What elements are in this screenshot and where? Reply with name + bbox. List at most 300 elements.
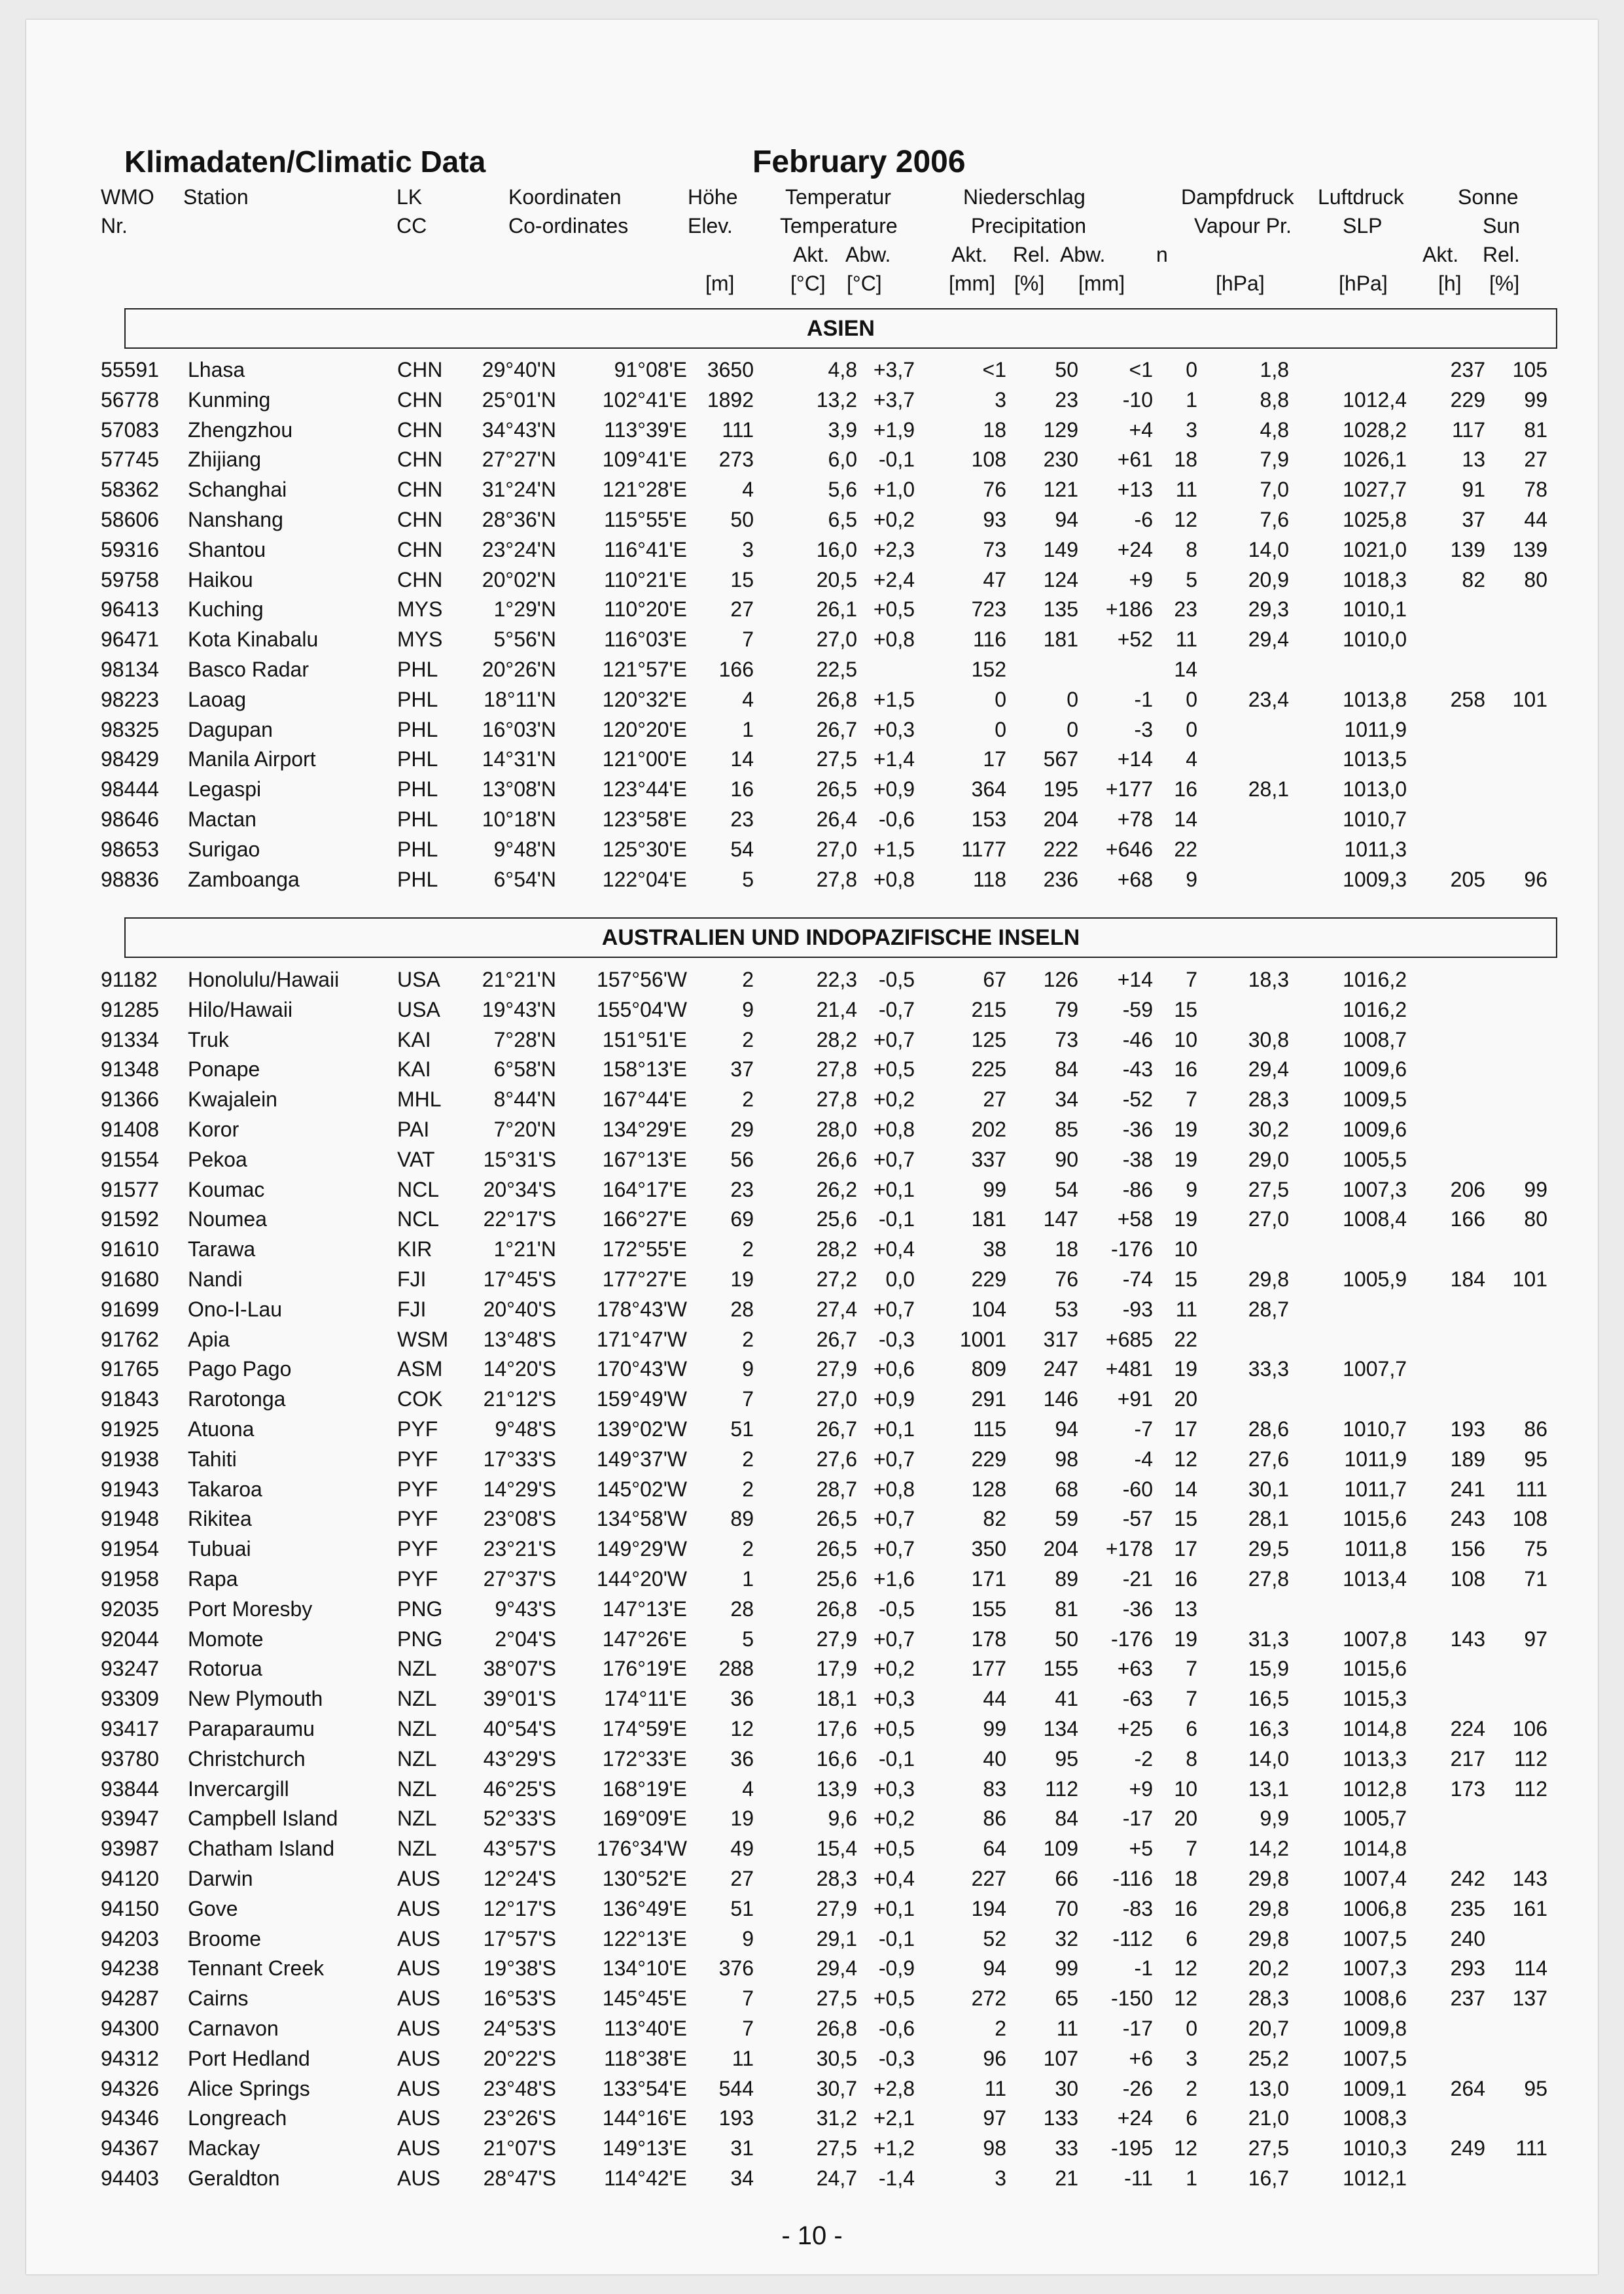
station-name: Haikou [188, 567, 253, 591]
elevation: 2 [742, 1447, 754, 1471]
station-name: Pekoa [188, 1147, 247, 1171]
wmo-number: 94300 [101, 2017, 159, 2040]
longitude: 116°41'E [604, 537, 687, 561]
precip-actual: 215 [971, 997, 1006, 1021]
latitude: 7°20'N [493, 1118, 556, 1141]
hdr-slp: Luftdruck [1318, 185, 1404, 209]
longitude: 116°03'E [604, 627, 687, 652]
longitude: 158°13'E [602, 1057, 687, 1082]
precip-relative: 181 [1043, 627, 1078, 652]
hdr-coord: Koordinaten [508, 185, 622, 209]
precip-days: 13 [1174, 1597, 1197, 1621]
slp: 1018,3 [1343, 567, 1407, 591]
longitude: 178°43'W [596, 1297, 687, 1321]
country-code: CHN [397, 478, 443, 502]
precip-days: 6 [1186, 1926, 1197, 1950]
latitude: 5°56'N [493, 627, 556, 652]
station-name: Cairns [188, 1986, 249, 2011]
latitude: 28°47'S [483, 2166, 556, 2190]
precip-relative: 99 [1055, 1956, 1078, 1981]
precip-days: 0 [1186, 687, 1197, 711]
station-name: Truk [188, 1027, 229, 1051]
latitude: 22°17'S [483, 1207, 556, 1231]
unit-s-akt: [h] [1438, 272, 1462, 295]
table-row [26, 1837, 1598, 1866]
table-row [26, 1357, 1598, 1386]
temp-actual: 27,5 [816, 747, 857, 771]
elevation: 89 [730, 1507, 754, 1531]
precip-relative: 0 [1067, 717, 1078, 741]
temp-deviation: +2,4 [873, 567, 915, 591]
sun-actual: 293 [1450, 1956, 1485, 1981]
hdr-elevation: Elev. [688, 214, 733, 238]
vapour-pressure: 29,8 [1248, 1867, 1289, 1890]
longitude: 177°27'E [602, 1267, 687, 1291]
temp-actual: 9,6 [828, 1807, 857, 1831]
temp-deviation: -1,4 [878, 2166, 915, 2190]
country-code: AUS [397, 2046, 440, 2070]
hdr-s-rel: Rel. [1483, 243, 1520, 266]
latitude: 28°36'N [482, 508, 556, 531]
sun-relative: 112 [1513, 1746, 1547, 1771]
temp-actual: 6,0 [828, 448, 857, 472]
precip-days: 19 [1174, 1627, 1197, 1651]
station-name: Hilo/Hawaii [188, 997, 293, 1021]
vapour-pressure: 30,1 [1248, 1477, 1289, 1501]
precip-actual: 171 [971, 1567, 1006, 1591]
slp: 1013,3 [1343, 1746, 1407, 1771]
longitude: 157°56'W [596, 968, 687, 991]
precip-relative: 84 [1055, 1807, 1078, 1831]
temp-deviation: +0,2 [873, 1807, 915, 1831]
longitude: 167°44'E [602, 1087, 687, 1112]
table-row [26, 1118, 1598, 1147]
sun-relative: 44 [1524, 508, 1547, 531]
country-code: CHN [397, 358, 443, 381]
latitude: 27°27'N [482, 448, 556, 472]
country-code: CHN [397, 567, 443, 591]
table-row [26, 508, 1598, 537]
precip-relative: 53 [1055, 1297, 1078, 1321]
elevation: 23 [730, 1177, 754, 1201]
precip-days: 0 [1186, 358, 1197, 381]
precip-days: 3 [1186, 417, 1197, 442]
precip-relative: 79 [1055, 997, 1078, 1021]
temp-deviation: +0,3 [873, 717, 915, 741]
elevation: 5 [742, 867, 754, 891]
precip-actual: 11 [984, 2076, 1006, 2100]
hdr-wmo: WMO [101, 185, 154, 209]
section-header: AUSTRALIEN UND INDOPAZIFISCHE INSELN [124, 917, 1557, 958]
precip-relative: 0 [1067, 687, 1078, 711]
vapour-pressure: 29,5 [1248, 1537, 1289, 1561]
precip-relative: 222 [1043, 837, 1078, 861]
latitude: 14°31'N [482, 747, 556, 771]
precip-relative: 317 [1043, 1327, 1078, 1351]
sun-actual: 240 [1450, 1926, 1485, 1950]
longitude: 174°59'E [602, 1717, 687, 1740]
table-row [26, 688, 1598, 717]
latitude: 20°22'S [483, 2046, 556, 2070]
precip-actual: 104 [971, 1297, 1006, 1321]
station-name: Zhengzhou [188, 417, 293, 442]
precip-deviation: -52 [1122, 1087, 1153, 1112]
elevation: 31 [730, 2136, 754, 2161]
sun-relative: 95 [1524, 1447, 1547, 1471]
sun-actual: 264 [1450, 2076, 1485, 2100]
latitude: 23°26'S [483, 2106, 556, 2130]
elevation: 19 [730, 1807, 754, 1831]
precip-relative: 32 [1055, 1926, 1078, 1950]
precip-deviation: -63 [1122, 1687, 1153, 1711]
precip-days: 16 [1174, 1567, 1197, 1591]
table-row [26, 1807, 1598, 1836]
precip-relative: 94 [1055, 508, 1078, 531]
station-name: Takaroa [188, 1477, 262, 1501]
wmo-number: 94203 [101, 1926, 159, 1950]
longitude: 110°21'E [604, 567, 687, 591]
wmo-number: 94312 [101, 2046, 159, 2070]
precip-relative: 135 [1043, 597, 1078, 622]
temp-deviation: +0,4 [873, 1867, 915, 1890]
temp-deviation: +1,5 [873, 687, 915, 711]
station-name: Apia [188, 1327, 230, 1351]
country-code: NZL [397, 1837, 437, 1861]
temp-deviation: +0,5 [873, 1837, 915, 1861]
vapour-pressure: 30,2 [1248, 1118, 1289, 1141]
hdr-elev: Höhe [688, 185, 738, 209]
header-line-3 [26, 243, 1598, 269]
longitude: 166°27'E [602, 1207, 687, 1231]
elevation: 4 [742, 478, 754, 502]
precip-deviation: +4 [1129, 417, 1153, 442]
latitude: 13°48'S [483, 1327, 556, 1351]
wmo-number: 91943 [101, 1477, 159, 1501]
slp: 1008,4 [1343, 1207, 1407, 1231]
table-row [26, 1747, 1598, 1776]
temp-actual: 27,9 [816, 1627, 857, 1651]
wmo-number: 59758 [101, 567, 159, 591]
sun-relative: 108 [1512, 1507, 1547, 1531]
slp: 1009,3 [1343, 867, 1407, 891]
latitude: 24°53'S [483, 2017, 556, 2040]
station-name: Lhasa [188, 358, 245, 381]
country-code: NZL [397, 1717, 437, 1740]
station-name: Zhijiang [188, 448, 262, 472]
station-name: Chatham Island [188, 1837, 335, 1861]
latitude: 14°29'S [483, 1477, 556, 1501]
precip-relative: 195 [1043, 777, 1078, 802]
precip-days: 12 [1174, 1956, 1197, 1981]
hdr-vapour: Dampfdruck [1181, 185, 1294, 209]
vapour-pressure: 29,8 [1248, 1896, 1289, 1920]
temp-actual: 26,5 [816, 1507, 857, 1531]
precip-days: 12 [1174, 508, 1197, 531]
wmo-number: 98325 [101, 717, 159, 741]
table-row [26, 1507, 1598, 1536]
wmo-number: 94346 [101, 2106, 159, 2130]
precip-deviation: -59 [1122, 997, 1153, 1021]
sun-relative: 111 [1515, 1477, 1547, 1501]
hdr-station: Station [183, 185, 249, 209]
precip-deviation: -4 [1134, 1447, 1153, 1471]
latitude: 21°07'S [483, 2136, 556, 2161]
vapour-pressure: 27,8 [1248, 1567, 1289, 1591]
latitude: 9°43'S [495, 1597, 556, 1621]
station-name: Tennant Creek [188, 1956, 325, 1981]
precip-days: 8 [1186, 537, 1197, 561]
vapour-pressure: 23,4 [1248, 687, 1289, 711]
precip-days: 0 [1186, 2017, 1197, 2040]
station-name: Port Hedland [188, 2046, 310, 2070]
temp-deviation: +0,1 [873, 1896, 915, 1920]
temp-actual: 24,7 [816, 2166, 857, 2190]
section-header: ASIEN [124, 308, 1557, 349]
elevation: 111 [722, 417, 754, 442]
temp-deviation: +0,4 [873, 1237, 915, 1262]
temp-deviation: +0,8 [873, 1477, 915, 1501]
header-line-2 [26, 214, 1598, 240]
precip-days: 11 [1175, 627, 1197, 652]
latitude: 23°24'N [482, 537, 556, 561]
sun-actual: 143 [1450, 1627, 1485, 1651]
temp-deviation: +0,5 [873, 1057, 915, 1082]
header-line-4 [26, 272, 1598, 298]
temp-deviation: -0,9 [878, 1956, 915, 1981]
precip-deviation: +91 [1117, 1387, 1153, 1411]
precip-days: 12 [1174, 2136, 1197, 2161]
precip-relative: 84 [1055, 1057, 1078, 1082]
vapour-pressure: 28,3 [1248, 1087, 1289, 1112]
station-name: Invercargill [188, 1776, 289, 1801]
precip-days: 6 [1186, 1717, 1197, 1740]
wmo-number: 94150 [101, 1896, 159, 1920]
longitude: 110°20'E [604, 597, 687, 622]
precip-actual: 67 [983, 968, 1006, 991]
unit-slp: [hPa] [1339, 272, 1388, 295]
vapour-pressure: 14,0 [1248, 1746, 1289, 1771]
elevation: 14 [730, 747, 754, 771]
station-name: Rapa [188, 1567, 238, 1591]
slp: 1009,1 [1343, 2076, 1407, 2100]
country-code: NCL [397, 1207, 440, 1231]
sun-actual: 82 [1462, 567, 1485, 591]
latitude: 23°48'S [483, 2076, 556, 2100]
slp: 1013,5 [1343, 747, 1407, 771]
vapour-pressure: 28,7 [1248, 1297, 1289, 1321]
elevation: 2 [742, 1027, 754, 1051]
country-code: PHL [397, 777, 438, 802]
unit-s-rel: [%] [1489, 272, 1520, 295]
sun-relative: 97 [1524, 1627, 1547, 1651]
sun-relative: 112 [1513, 1776, 1547, 1801]
hdr-n: n [1156, 243, 1168, 266]
precip-days: 16 [1174, 1057, 1197, 1082]
latitude: 12°17'S [483, 1896, 556, 1920]
latitude: 20°34'S [483, 1177, 556, 1201]
precip-actual: 17 [983, 747, 1006, 771]
precip-actual: 99 [983, 1717, 1006, 1740]
slp: 1007,4 [1343, 1867, 1407, 1890]
slp: 1005,5 [1343, 1147, 1407, 1171]
temp-actual: 16,6 [816, 1746, 857, 1771]
hdr-precip: Niederschlag [963, 185, 1086, 209]
elevation: 28 [730, 1597, 754, 1621]
sun-relative: 96 [1524, 867, 1547, 891]
slp: 1009,6 [1343, 1118, 1407, 1141]
vapour-pressure: 14,0 [1248, 537, 1289, 561]
precip-deviation: -150 [1110, 1986, 1153, 2011]
latitude: 17°45'S [483, 1267, 556, 1291]
precip-deviation: +178 [1105, 1537, 1153, 1561]
sun-relative: 86 [1524, 1417, 1547, 1441]
longitude: 149°37'W [596, 1447, 687, 1471]
unit-elev: [m] [705, 272, 735, 295]
sun-actual: 108 [1450, 1567, 1485, 1591]
longitude: 172°55'E [602, 1237, 687, 1262]
temp-deviation: +0,1 [873, 1177, 915, 1201]
slp: 1012,1 [1343, 2166, 1407, 2190]
longitude: 120°20'E [602, 717, 687, 741]
temp-deviation: +1,0 [873, 478, 915, 502]
precip-days: 10 [1174, 1027, 1197, 1051]
precip-deviation: +14 [1117, 968, 1153, 991]
table-row [26, 1328, 1598, 1357]
precip-deviation: -43 [1122, 1057, 1153, 1082]
temp-deviation: -0,5 [878, 1597, 915, 1621]
temp-deviation: +0,7 [873, 1507, 915, 1531]
slp: 1011,8 [1344, 1537, 1407, 1561]
temp-deviation: -0,1 [878, 448, 915, 472]
longitude: 169°09'E [602, 1807, 687, 1831]
slp: 1010,0 [1343, 627, 1407, 652]
precip-days: 16 [1174, 777, 1197, 802]
precip-relative: 33 [1055, 2136, 1078, 2161]
temp-deviation: +0,3 [873, 1776, 915, 1801]
elevation: 36 [730, 1687, 754, 1711]
slp: 1015,3 [1343, 1687, 1407, 1711]
country-code: AUS [397, 2017, 440, 2040]
longitude: 134°58'W [596, 1507, 687, 1531]
precip-relative: 70 [1055, 1896, 1078, 1920]
precip-deviation: +61 [1117, 448, 1153, 472]
country-code: PNG [397, 1627, 443, 1651]
precip-deviation: +63 [1117, 1657, 1153, 1681]
wmo-number: 94326 [101, 2076, 159, 2100]
wmo-number: 57083 [101, 417, 159, 442]
temp-deviation: +0,7 [873, 1297, 915, 1321]
sun-actual: 189 [1450, 1447, 1485, 1471]
table-row [26, 1087, 1598, 1117]
wmo-number: 91762 [101, 1327, 159, 1351]
elevation: 7 [742, 1387, 754, 1411]
sun-actual: 242 [1450, 1867, 1485, 1890]
precip-days: 4 [1186, 747, 1197, 771]
vapour-pressure: 13,0 [1248, 2076, 1289, 2100]
precip-deviation: +13 [1117, 478, 1153, 502]
slp: 1016,2 [1343, 997, 1407, 1021]
longitude: 123°58'E [602, 807, 687, 831]
precip-relative: 18 [1055, 1237, 1078, 1262]
hdr-nr: Nr. [101, 214, 128, 238]
precip-days: 11 [1175, 478, 1197, 502]
table-row [26, 998, 1598, 1027]
temp-deviation: -0,1 [878, 1746, 915, 1771]
latitude: 20°40'S [483, 1297, 556, 1321]
sun-actual: 206 [1450, 1177, 1485, 1201]
station-name: Mactan [188, 807, 256, 831]
sun-relative: 101 [1512, 687, 1547, 711]
precip-deviation: +6 [1129, 2046, 1153, 2070]
temp-actual: 25,6 [816, 1207, 857, 1231]
wmo-number: 91843 [101, 1387, 159, 1411]
temp-deviation: -0,6 [878, 807, 915, 831]
station-name: Port Moresby [188, 1597, 313, 1621]
precip-relative: 85 [1055, 1118, 1078, 1141]
wmo-number: 93987 [101, 1837, 159, 1861]
slp: 1014,8 [1343, 1717, 1407, 1740]
precip-actual: 0 [995, 717, 1006, 741]
precip-days: 12 [1174, 1447, 1197, 1471]
country-code: PYF [397, 1417, 438, 1441]
temp-actual: 27,8 [816, 1087, 857, 1112]
station-name: Shantou [188, 537, 266, 561]
slp: 1005,7 [1343, 1807, 1407, 1831]
elevation: 5 [742, 1627, 754, 1651]
temp-deviation: +0,7 [873, 1537, 915, 1561]
precip-days: 14 [1174, 1477, 1197, 1501]
table-row [26, 1897, 1598, 1926]
country-code: VAT [397, 1147, 435, 1171]
unit-t-akt: [°C] [790, 272, 826, 295]
country-code: WSM [397, 1327, 449, 1351]
precip-days: 19 [1174, 1147, 1197, 1171]
wmo-number: 93247 [101, 1657, 159, 1681]
country-code: PHL [397, 867, 438, 891]
sun-actual: 217 [1450, 1746, 1485, 1771]
precip-actual: 723 [971, 597, 1006, 622]
table-row [26, 597, 1598, 627]
precip-days: 22 [1174, 837, 1197, 861]
precip-days: 7 [1186, 1687, 1197, 1711]
elevation: 1892 [707, 387, 754, 412]
country-code: PHL [397, 837, 438, 861]
temp-deviation: +0,5 [873, 597, 915, 622]
precip-actual: 97 [983, 2106, 1006, 2130]
precip-relative: 89 [1055, 1567, 1078, 1591]
temp-deviation: -0,6 [878, 2017, 915, 2040]
table-row [26, 1267, 1598, 1297]
vapour-pressure: 8,8 [1260, 387, 1289, 412]
precip-actual: 152 [971, 658, 1006, 681]
wmo-number: 91408 [101, 1118, 159, 1141]
page-number: - 10 - [781, 2221, 843, 2250]
latitude: 21°12'S [483, 1387, 556, 1411]
precip-relative: 50 [1055, 1627, 1078, 1651]
precip-days: 15 [1174, 997, 1197, 1021]
table-row [26, 1178, 1598, 1207]
precip-days: 19 [1174, 1118, 1197, 1141]
precip-relative: 66 [1055, 1867, 1078, 1890]
elevation: 2 [742, 1327, 754, 1351]
latitude: 2°04'S [495, 1627, 556, 1651]
sun-relative: 99 [1524, 1177, 1547, 1201]
station-name: Kwajalein [188, 1087, 277, 1112]
longitude: 133°54'E [602, 2076, 687, 2100]
page [26, 20, 1598, 2274]
country-code: PYF [397, 1477, 438, 1501]
wmo-number: 96413 [101, 597, 159, 622]
